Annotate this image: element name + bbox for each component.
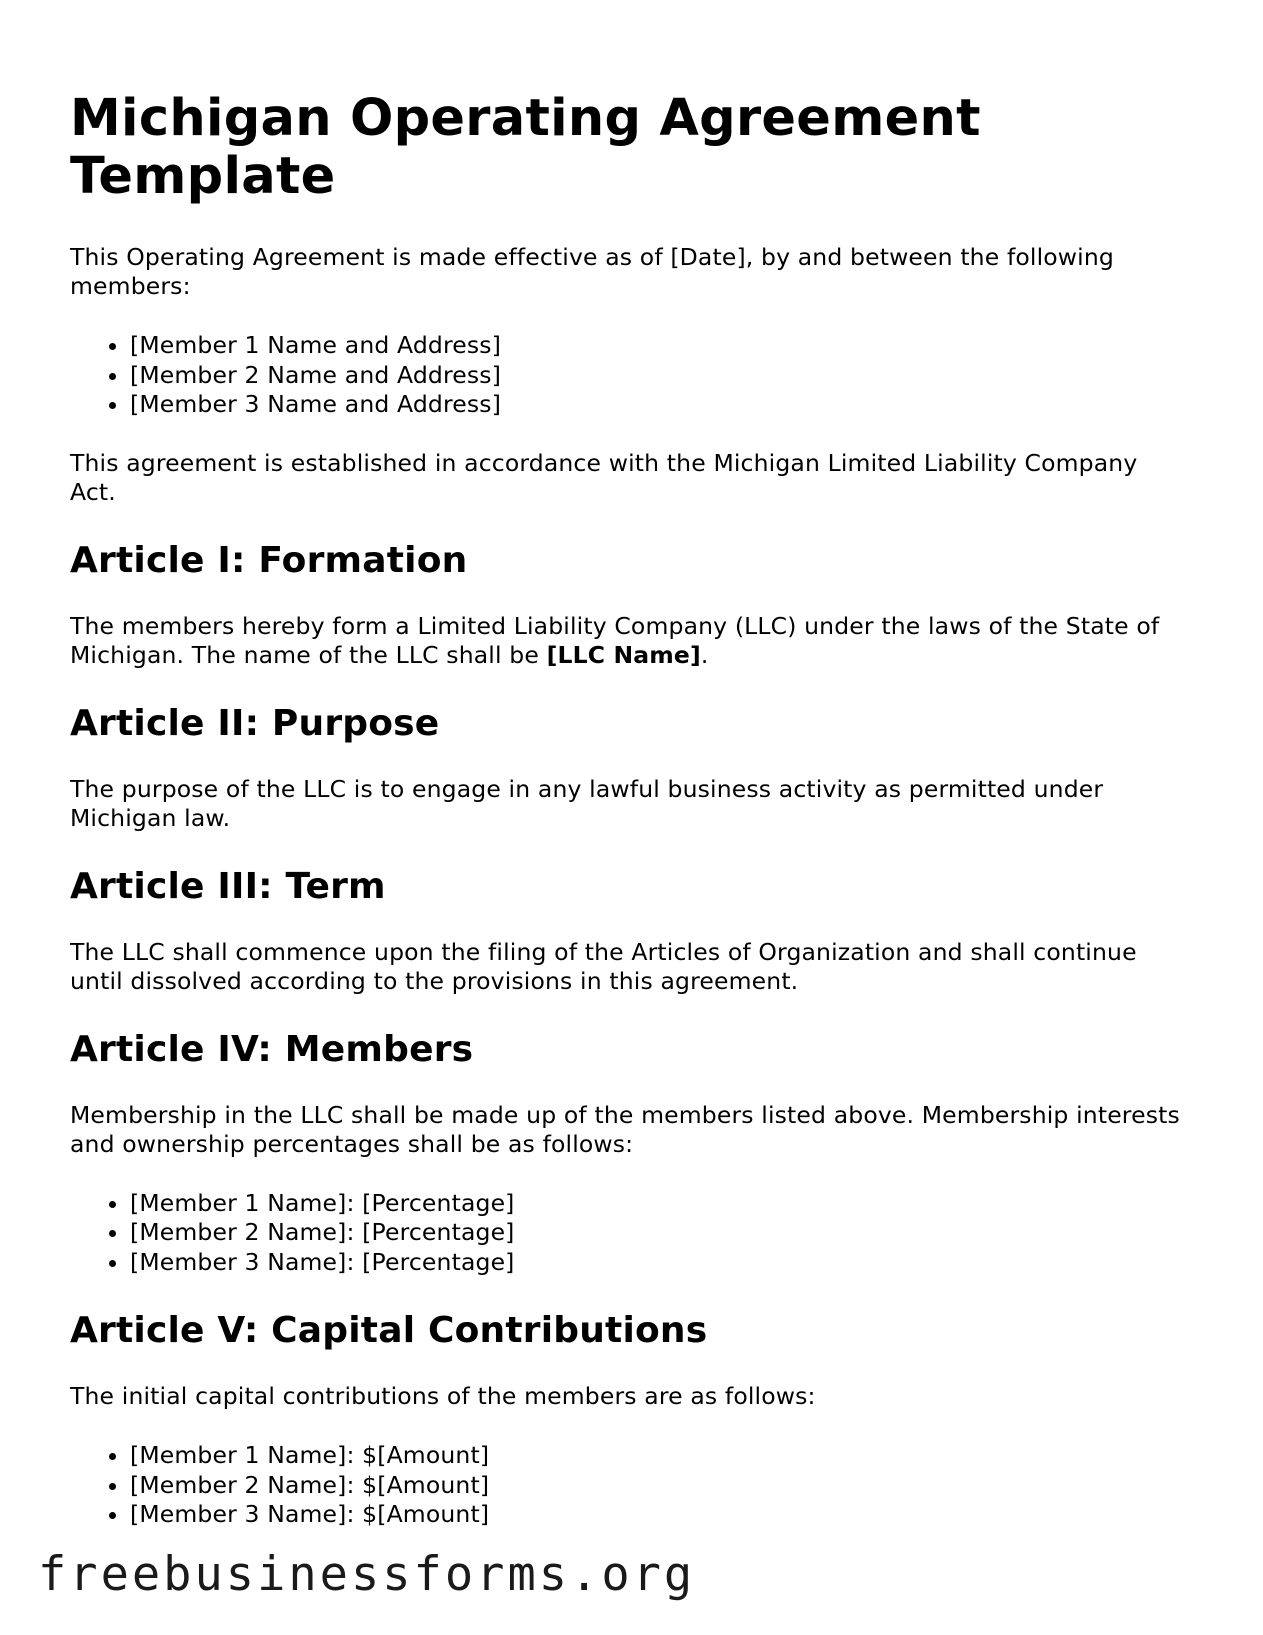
article-1-text	[70, 612, 1190, 670]
members-list	[70, 331, 1190, 420]
article-3-text: The LLC shall commence upon the filing of the Articles of Organization and shall continue until dissolved according to the provisions in this agreement.	[70, 937, 1137, 995]
document-title: Michigan Operating Agreement Template	[70, 89, 981, 206]
article-4-heading: Article IV: Members	[70, 1028, 474, 1070]
contributions-list	[70, 1441, 1190, 1530]
ownership-list	[70, 1189, 1190, 1278]
intro-paragraph: This Operating Agreement is made effective as of [Date], by and between the following members:	[70, 243, 1114, 300]
article-5-text: The initial capital contributions of the members are as follows:	[70, 1382, 816, 1410]
article-5-heading: Article V: Capital Contributions	[70, 1310, 708, 1351]
article-1-text-after: .	[700, 640, 709, 669]
site-watermark: freebusinessforms.org	[38, 1547, 696, 1602]
list-item: • [Member 1 Name and Address]	[130, 331, 1190, 361]
article-2-text: The purpose of the LLC is to engage in any lawful business activity as permitted under Michigan law.	[70, 774, 1104, 832]
document-page	[70, 0, 1190, 1530]
list-item: • [Member 3 Name]: [Percentage]	[130, 1248, 1190, 1278]
list-item: • [Member 3 Name and Address]	[130, 390, 1190, 420]
list-item: • [Member 1 Name]: [Percentage]	[130, 1189, 1190, 1219]
list-item: • [Member 2 Name]: [Percentage]	[130, 1218, 1190, 1248]
list-item: • [Member 3 Name]: $[Amount]	[130, 1500, 1190, 1530]
article-1-text-before: The members hereby form a Limited Liability Company (LLC) under the laws of the State of Michigan. The name of the LLC shall be	[70, 611, 1160, 669]
article-3-heading: Article III: Term	[70, 865, 386, 907]
article-4-text: Membership in the LLC shall be made up of the members listed above. Membership interests and ownership percentages shall be as follows:	[70, 1100, 1180, 1158]
act-statement: This agreement is established in accordance with the Michigan Limited Liability Company Act.	[70, 448, 1138, 506]
llc-name-placeholder: [LLC Name]	[546, 640, 701, 669]
list-item: • [Member 2 Name and Address]	[130, 361, 1190, 391]
article-2-heading: Article II: Purpose	[70, 702, 440, 744]
list-item: • [Member 1 Name]: $[Amount]	[130, 1441, 1190, 1471]
article-1-heading: Article I: Formation	[70, 539, 468, 581]
list-item: • [Member 2 Name]: $[Amount]	[130, 1471, 1190, 1501]
